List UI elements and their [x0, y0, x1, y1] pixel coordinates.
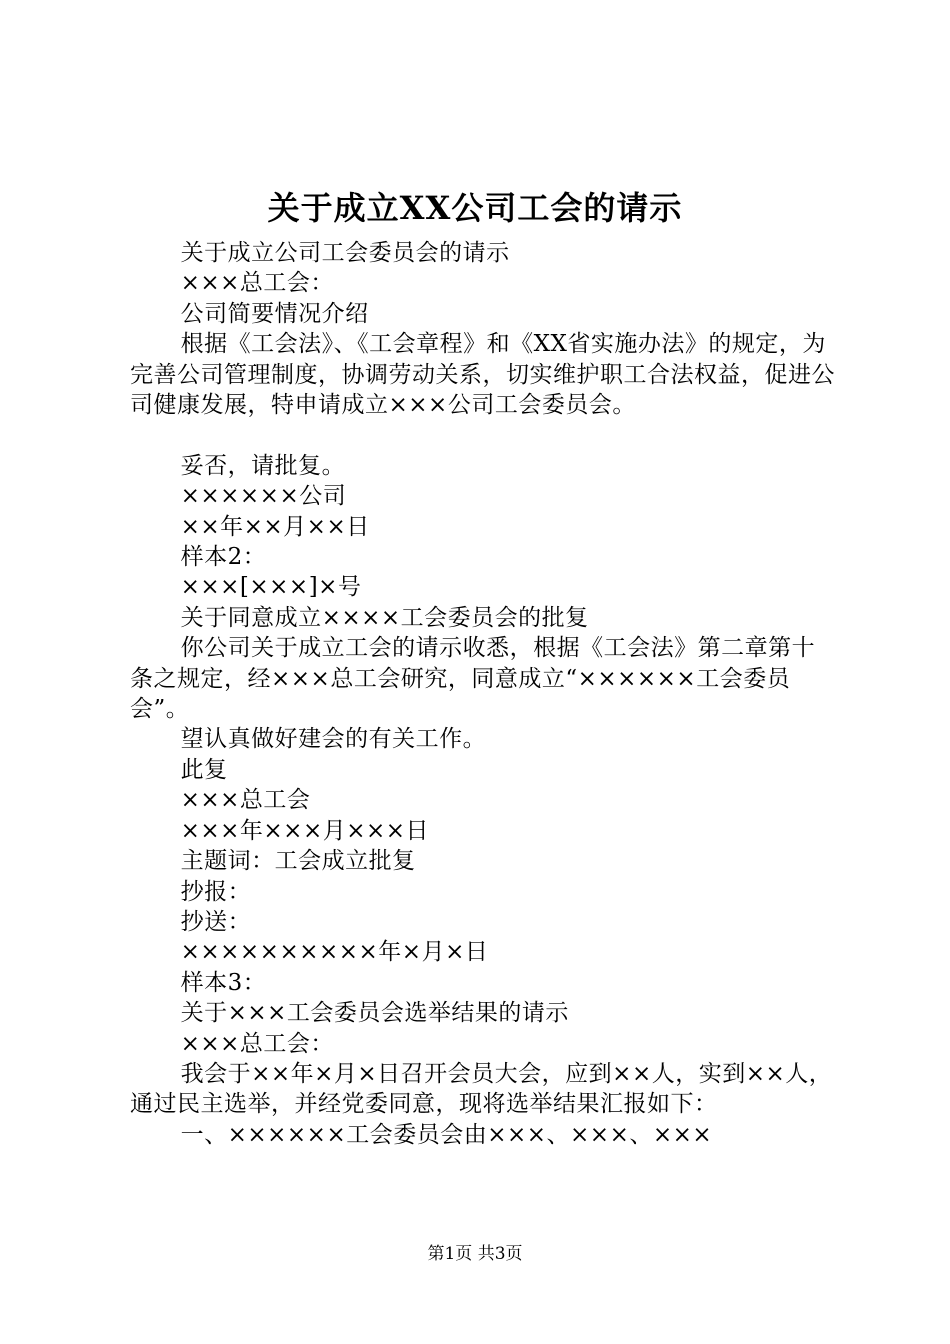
paragraph: ×××总工会: [180, 787, 311, 814]
paragraph: ××年××月××日: [180, 513, 370, 540]
paragraph: ×××总工会：: [180, 270, 334, 297]
paragraph: ××××××公司: [180, 483, 347, 510]
page-number: 第1页 共3页: [427, 1244, 523, 1264]
paragraph: 公司简要情况介绍: [180, 300, 369, 327]
paragraph: 样本3：: [180, 969, 267, 996]
paragraph: ×××[×××]×号: [180, 574, 362, 601]
blank-line: [130, 420, 835, 450]
paragraph: 样本2：: [180, 544, 267, 571]
paragraph: 此复: [180, 756, 228, 783]
paragraph: 我会于××年×月×日召开会员大会，应到××人，实到××人，通过民主选举，并经党委同意，现将选举结果汇报如下：: [130, 1060, 833, 1118]
paragraph: 关于×××工会委员会选举结果的请示: [180, 1000, 569, 1027]
paragraph: 主题词：工会成立批复: [180, 848, 416, 875]
paragraph: 关于成立公司工会委员会的请示: [180, 240, 510, 266]
paragraph: 你公司关于成立工会的请示收悉，根据《工会法》第二章第十条之规定，经×××总工会研究，同意成立“××××××工会委员会”。: [130, 635, 816, 723]
paragraph: 妥否，请批复。: [180, 452, 346, 479]
paragraph: 抄送：: [180, 908, 252, 935]
paragraph: ××××××××××年×月×日: [180, 939, 489, 966]
document-title: 关于成立XX公司工会的请示: [267, 189, 683, 227]
paragraph: 根据《工会法》、《工会章程》和《XX省实施办法》的规定，为完善公司管理制度，协调劳动关系，切实维护职工合法权益，促进公司健康发展，特申请成立×××公司工会委员会。: [130, 331, 835, 419]
paragraph: ×××总工会：: [180, 1030, 334, 1057]
paragraph: 望认真做好建会的有关工作。: [180, 726, 487, 753]
document-body: [130, 238, 835, 1150]
paragraph: 关于同意成立××××工会委员会的批复: [180, 604, 589, 631]
paragraph: 一、××××××工会委员会由×××、×××、×××: [180, 1121, 713, 1148]
paragraph: ×××年×××月×××日: [180, 817, 430, 844]
paragraph: 抄报：: [180, 878, 252, 905]
